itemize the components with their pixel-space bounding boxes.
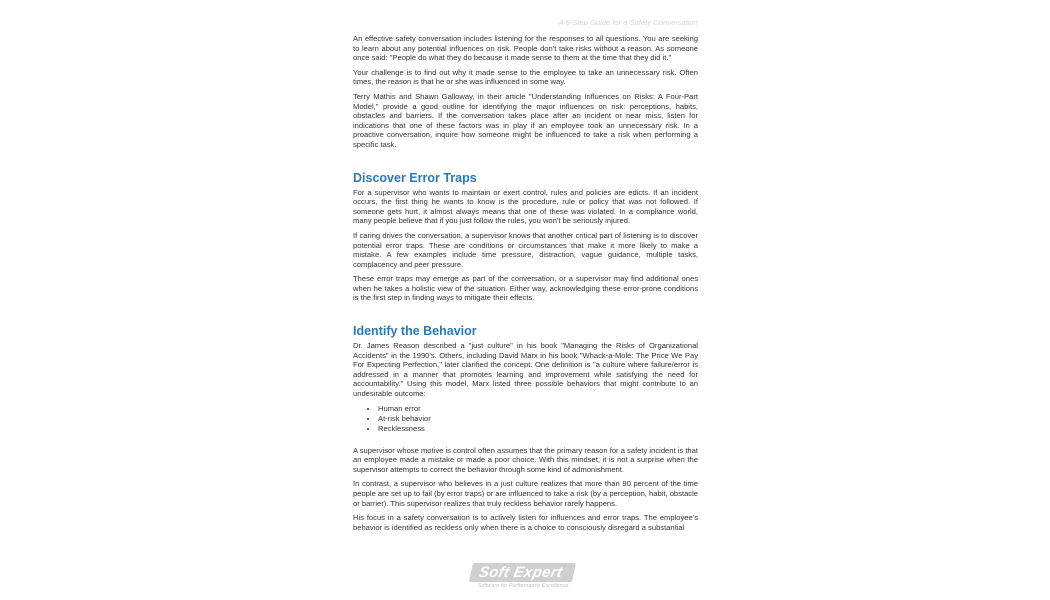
- behavior-section: [353, 324, 698, 532]
- behavior-paragraph-2: In contrast, a supervisor who believes in a just culture realizes that more than 90 percent of the time people are set up to fail (by error traps) or are influenced to take a risk (by a perception, habit, obstacle or barrier). This supervisor realizes that truly reckless behavior rarely happens.: [353, 479, 698, 508]
- error-traps-paragraph-3: These error traps may emerge as part of the conversation, or a supervisor may find additional ones when he takes a holistic view of the situation. Either way, acknowledging these error-prone conditions is the first step in finding ways to mitigate their effects.: [353, 274, 698, 303]
- section-heading-error-traps: Discover Error Traps: [353, 170, 477, 185]
- list-item: • Recklessness: [378, 424, 698, 434]
- intro-paragraph-3: Terry Mathis and Shawn Galloway, in their article "Understanding Influences on Risks: A Four-Part Model," provide a good outline for identifying the major influences on risk: perceptions, habits, obstacles and barriers. If the conversation takes place after an incident or near miss, listen for indications that one of these factors was in play if an employee took an unnecessary risk. In a proactive conversation, inquire how someone might be influenced to take a risk when performing a specific task.: [353, 91, 698, 149]
- logo-wordmark: [469, 563, 576, 582]
- intro-paragraph-1: An effective safety conversation includes listening for the responses to all questions. You are seeking to learn about any potential influences on risk. People don't take risks without a reason. As someone once said: "People do what they do because it made sense to them at the time that they did it.": [353, 34, 698, 63]
- behavior-paragraph-1: A supervisor whose motive is control often assumes that the primary reason for a safety incident is that an employee made a mistake or made a poor choice. With this mindset, it is not a surprise when the supervisor attempts to correct the behavior through some kind of admonishment.: [353, 445, 698, 474]
- intro-section: [353, 34, 698, 150]
- registered-mark: ®: [563, 564, 569, 570]
- behavior-paragraph-3: His focus in a safety conversation is to actively listen for influences and error traps. The employee's behavior is identified as reckless only when there is a choice to consciously disregard a substantial: [353, 513, 698, 532]
- list-item: • Human error: [378, 404, 698, 414]
- intro-paragraph-2: Your challenge is to find out why it made sense to the employee to take an unnecessary risk. Often times, the reason is that he or she was influenced in some way.: [353, 67, 698, 87]
- document-page: [353, 18, 698, 537]
- logo-text: Soft Expert: [477, 564, 565, 581]
- logo-tagline: Software for Performance Excellence: [477, 583, 569, 589]
- section-heading-behavior: Identify the Behavior: [353, 324, 477, 339]
- list-item: • At-risk behavior: [378, 414, 698, 424]
- behavior-intro-paragraph: Dr. James Reason described a "just culture" in his book "Managing the Risks of Organizational Accidents" in the 1990's. Others, including David Marx in his book "Whack-a-Mole: The Price We Pay For Expecting Perfection," later clarified the concept. One definition is "a culture where failure/error is addressed in a manner that promotes learning and improvement while satisfying the need for accountability." Using this model, Marx listed three possible behaviors that might contribute to an undesirable outcome:: [353, 341, 698, 399]
- running-header: A 5-Step Guide for a Safety Conversation: [558, 18, 698, 27]
- error-traps-section: [353, 171, 698, 304]
- error-traps-paragraph-2: If caring drives the conversation, a supervisor knows that another critical part of listening is to discover potential error traps. These are conditions or circumstances that make it more likely to make a mistake. A few examples include time pressure, distraction, vague guidance, multiple tasks, complacency and peer pressure.: [353, 230, 698, 269]
- behavior-list: [353, 404, 698, 434]
- error-traps-paragraph-1: For a supervisor who wants to maintain or exert control, rules and policies are edicts. If an incident occurs, the first thing he wants to know is the procedure, rule or policy that was not followed. If someone gets hurt, it almost always means that one of these was violated. In a compliance world, many people believe that if you just follow the rules, you won't be seriously injured.: [353, 187, 698, 226]
- softexpert-logo: [458, 563, 588, 589]
